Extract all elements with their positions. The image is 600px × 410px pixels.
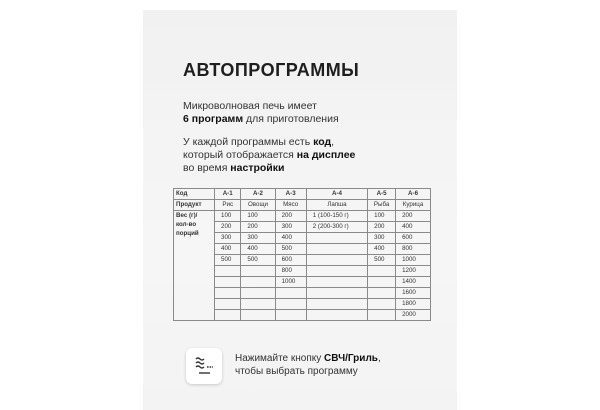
table-cell: 200 [275, 211, 306, 222]
product-a3: Мясо [275, 200, 306, 211]
codes-note-comma: , [331, 136, 335, 148]
codes-note [183, 136, 355, 175]
code-a3: А-3 [275, 189, 306, 200]
table-cell [215, 277, 241, 288]
table-cell: 300 [275, 222, 306, 233]
table-cell [306, 244, 367, 255]
product-a6: Курица [396, 200, 431, 211]
table-cell [241, 266, 275, 277]
page-title: АВТОПРОГРАММЫ [183, 60, 360, 80]
program-count: 6 программ [183, 113, 244, 125]
table-cell [306, 277, 367, 288]
codes-note-line-3: во время [183, 162, 231, 174]
table-cell: 400 [215, 244, 241, 255]
table-cell [306, 255, 367, 266]
programs-table [173, 188, 431, 321]
product-a4: Лапша [306, 200, 367, 211]
table-cell: 400 [368, 244, 396, 255]
weight-label-1: Вес (г)/ [176, 212, 198, 219]
table-cell: 800 [396, 244, 431, 255]
button-name: СВЧ/Гриль [324, 353, 378, 364]
hint-text [235, 352, 381, 378]
table-cell: 500 [241, 255, 275, 266]
table-cell [368, 288, 396, 299]
table-cell: 200 [241, 222, 275, 233]
codes-note-pre: У каждой программы есть [183, 136, 314, 148]
table-cell: 200 [215, 222, 241, 233]
table-cell: 1000 [275, 277, 306, 288]
weight-label [174, 211, 215, 321]
table-cell: 300 [368, 233, 396, 244]
codes-note-line-2: который отображается [183, 149, 297, 161]
table-cell [306, 288, 367, 299]
table-cell: 100 [368, 211, 396, 222]
code-label: Код [174, 189, 215, 200]
hint-line-2: чтобы выбрать программу [235, 366, 358, 377]
table-cell [368, 299, 396, 310]
table-cell [306, 266, 367, 277]
microwave-grill-glyph [186, 348, 222, 384]
code-a5: А-5 [368, 189, 396, 200]
display-word: на дисплее [296, 149, 356, 161]
product-a1: Рис [215, 200, 241, 211]
table-cell: 1000 [396, 255, 431, 266]
table-cell: 500 [275, 244, 306, 255]
table-cell [368, 277, 396, 288]
table-cell [241, 299, 275, 310]
table-cell [241, 288, 275, 299]
table-cell [241, 310, 275, 321]
product-a5: Рыба [368, 200, 396, 211]
product-row [174, 200, 431, 211]
table-cell [241, 277, 275, 288]
code-row [174, 189, 431, 200]
table-cell [215, 310, 241, 321]
settings-word: настройки [230, 162, 285, 174]
table-cell [275, 310, 306, 321]
code-word: код [313, 136, 332, 148]
table-cell: 400 [241, 244, 275, 255]
code-a1: А-1 [215, 189, 241, 200]
table-row [174, 211, 431, 222]
table-cell: 2000 [396, 310, 431, 321]
hint-comma: , [377, 353, 381, 364]
table-cell: 500 [215, 255, 241, 266]
table-cell [306, 233, 367, 244]
weight-label-2: кол-во [176, 221, 197, 228]
table-cell: 600 [396, 233, 431, 244]
table-cell: 400 [396, 222, 431, 233]
table-cell: 2 (200-300 г) [306, 222, 367, 233]
table-cell: 100 [241, 211, 275, 222]
table-cell [368, 266, 396, 277]
table-cell: 500 [368, 255, 396, 266]
code-a2: А-2 [241, 189, 275, 200]
table-cell: 1400 [396, 277, 431, 288]
table-cell [215, 299, 241, 310]
table-cell: 1 (100-150 г) [306, 211, 367, 222]
table-cell: 300 [241, 233, 275, 244]
info-card [143, 10, 457, 410]
table-cell: 1200 [396, 266, 431, 277]
intro-line-2: для приготовления [243, 113, 339, 125]
table-cell [306, 310, 367, 321]
table-cell [275, 299, 306, 310]
table-cell [275, 288, 306, 299]
table-cell: 1800 [396, 299, 431, 310]
intro-line-1: Микроволновая печь имеет [183, 100, 317, 112]
weight-label-3: порций [176, 230, 199, 237]
intro-text [183, 100, 339, 126]
table-cell: 800 [275, 266, 306, 277]
table-cell [215, 266, 241, 277]
hint-pre: Нажимайте кнопку [235, 353, 325, 364]
table-cell [215, 288, 241, 299]
table-cell: 100 [215, 211, 241, 222]
table-cell: 300 [215, 233, 241, 244]
product-a2: Овощи [241, 200, 275, 211]
table-cell [306, 299, 367, 310]
microwave-grill-icon [186, 348, 222, 384]
code-a6: А-6 [396, 189, 431, 200]
table-cell: 1600 [396, 288, 431, 299]
table-cell: 200 [368, 222, 396, 233]
table-cell: 600 [275, 255, 306, 266]
table-cell: 400 [275, 233, 306, 244]
table-cell [368, 310, 396, 321]
code-a4: А-4 [306, 189, 367, 200]
table-cell: 200 [396, 211, 431, 222]
product-label: Продукт [174, 200, 215, 211]
